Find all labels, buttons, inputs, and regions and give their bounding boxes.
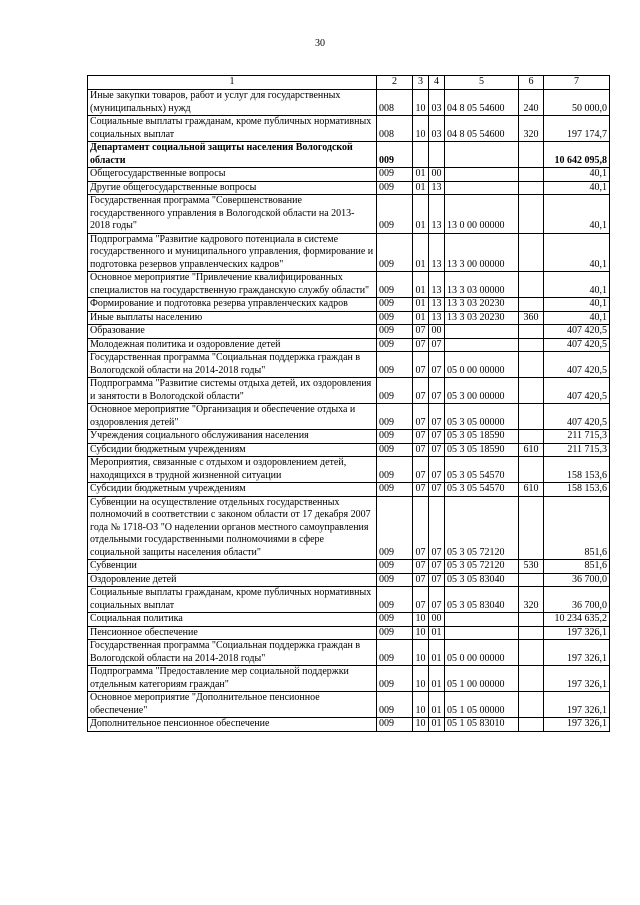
cell-amount: 197 326,1 [544,626,610,640]
cell-name: Основное мероприятие "Организация и обеспечение отдыха и оздоровления детей" [88,404,377,430]
table-row [88,457,610,483]
cell-name: Мероприятия, связанные с отдыхом и оздоровлением детей, находящихся в трудной жизненной ситуации [88,457,377,483]
cell-section: 07 [413,587,429,613]
cell-expense-type [519,142,544,168]
cell-expense-type [519,233,544,272]
cell-amount: 851,6 [544,560,610,574]
cell-amount: 211 715,3 [544,443,610,457]
cell-subsection: 03 [429,116,445,142]
cell-subsection: 00 [429,613,445,627]
cell-amount: 407 420,5 [544,404,610,430]
cell-subsection [429,142,445,168]
cell-name: Формирование и подготовка резерва управленческих кадров [88,298,377,312]
cell-name: Подпрограмма "Развитие кадрового потенциала в системе государственного и муниципального управления, формирование и подготовка резервов управленческих кадров" [88,233,377,272]
table-row [88,587,610,613]
table-row [88,90,610,116]
cell-amount: 40,1 [544,195,610,234]
cell-amount: 407 420,5 [544,325,610,339]
cell-admin-code: 009 [377,457,413,483]
cell-target-article: 13 3 03 20230 [445,298,519,312]
cell-name: Департамент социальной защиты населения Вологодской области [88,142,377,168]
cell-target-article: 04 8 05 54600 [445,116,519,142]
table-row [88,233,610,272]
cell-amount: 40,1 [544,311,610,325]
cell-expense-type [519,496,544,560]
cell-amount: 197 326,1 [544,640,610,666]
cell-subsection: 07 [429,404,445,430]
cell-expense-type [519,195,544,234]
cell-section: 01 [413,168,429,182]
cell-target-article: 05 3 05 83040 [445,587,519,613]
column-header: 4 [429,76,445,90]
cell-expense-type: 320 [519,116,544,142]
cell-expense-type [519,378,544,404]
cell-admin-code: 009 [377,195,413,234]
cell-amount: 158 153,6 [544,457,610,483]
cell-amount: 158 153,6 [544,483,610,497]
cell-target-article: 13 3 03 20230 [445,311,519,325]
cell-admin-code: 009 [377,430,413,444]
table-row [88,496,610,560]
cell-admin-code: 009 [377,560,413,574]
cell-target-article: 05 1 00 00000 [445,666,519,692]
cell-amount: 10 234 635,2 [544,613,610,627]
cell-admin-code: 009 [377,272,413,298]
cell-target-article: 04 8 05 54600 [445,90,519,116]
cell-subsection: 07 [429,430,445,444]
cell-section: 10 [413,90,429,116]
column-header: 2 [377,76,413,90]
cell-admin-code: 008 [377,90,413,116]
cell-section: 01 [413,195,429,234]
column-header: 3 [413,76,429,90]
cell-subsection: 07 [429,587,445,613]
cell-subsection: 13 [429,233,445,272]
cell-target-article [445,626,519,640]
cell-subsection: 03 [429,90,445,116]
cell-subsection: 13 [429,195,445,234]
cell-amount: 36 700,0 [544,587,610,613]
cell-name: Образование [88,325,377,339]
table-row [88,195,610,234]
cell-admin-code: 009 [377,404,413,430]
cell-target-article: 05 3 05 18590 [445,443,519,457]
cell-name: Дополнительное пенсионное обеспечение [88,718,377,732]
cell-section: 07 [413,443,429,457]
cell-section: 07 [413,573,429,587]
table-header-row [88,76,610,90]
cell-section: 07 [413,404,429,430]
cell-admin-code: 009 [377,640,413,666]
cell-amount: 197 326,1 [544,666,610,692]
cell-name: Субсидии бюджетным учреждениям [88,483,377,497]
cell-target-article: 05 0 00 00000 [445,640,519,666]
table-row [88,404,610,430]
cell-amount: 197 174,7 [544,116,610,142]
cell-name: Учреждения социального обслуживания населения [88,430,377,444]
cell-amount: 40,1 [544,168,610,182]
cell-name: Другие общегосударственные вопросы [88,181,377,195]
column-header: 7 [544,76,610,90]
cell-section: 10 [413,613,429,627]
table-row [88,443,610,457]
cell-expense-type [519,613,544,627]
cell-name: Основное мероприятие "Привлечение квалифицированных специалистов на государственную гражданскую службу области" [88,272,377,298]
cell-target-article: 05 1 05 83010 [445,718,519,732]
cell-subsection: 07 [429,560,445,574]
cell-admin-code: 009 [377,325,413,339]
cell-target-article [445,338,519,352]
cell-name: Социальная политика [88,613,377,627]
cell-target-article: 05 3 05 72120 [445,496,519,560]
cell-amount: 40,1 [544,298,610,312]
cell-expense-type [519,298,544,312]
cell-target-article: 05 3 05 00000 [445,404,519,430]
cell-amount: 197 326,1 [544,718,610,732]
cell-admin-code: 009 [377,626,413,640]
cell-section [413,142,429,168]
cell-target-article: 05 3 05 54570 [445,483,519,497]
cell-name: Государственная программа "Совершенствование государственного управления в Вологодской области на 2013-2018 годы" [88,195,377,234]
column-header: 6 [519,76,544,90]
column-header: 1 [88,76,377,90]
cell-amount: 40,1 [544,272,610,298]
cell-target-article [445,613,519,627]
cell-name: Субсидии бюджетным учреждениям [88,443,377,457]
cell-admin-code: 009 [377,311,413,325]
cell-subsection: 07 [429,443,445,457]
cell-section: 07 [413,483,429,497]
cell-admin-code: 009 [377,692,413,718]
cell-name: Пенсионное обеспечение [88,626,377,640]
cell-admin-code: 008 [377,116,413,142]
cell-name: Общегосударственные вопросы [88,168,377,182]
cell-amount: 10 642 095,8 [544,142,610,168]
cell-expense-type [519,338,544,352]
cell-subsection: 07 [429,338,445,352]
cell-subsection: 07 [429,457,445,483]
cell-expense-type [519,352,544,378]
cell-admin-code: 009 [377,233,413,272]
cell-amount: 407 420,5 [544,378,610,404]
cell-target-article: 05 3 05 83040 [445,573,519,587]
table-row [88,352,610,378]
table-row [88,573,610,587]
table-row [88,311,610,325]
cell-section: 10 [413,626,429,640]
cell-expense-type [519,718,544,732]
table-row [88,692,610,718]
cell-admin-code: 009 [377,613,413,627]
cell-target-article: 05 3 05 72120 [445,560,519,574]
table-row [88,640,610,666]
cell-expense-type [519,626,544,640]
cell-subsection: 13 [429,298,445,312]
cell-expense-type: 610 [519,443,544,457]
cell-target-article: 05 3 00 00000 [445,378,519,404]
cell-subsection: 01 [429,666,445,692]
cell-target-article [445,325,519,339]
cell-name: Иные выплаты населению [88,311,377,325]
cell-section: 07 [413,560,429,574]
cell-expense-type: 610 [519,483,544,497]
cell-expense-type [519,325,544,339]
table-row [88,338,610,352]
cell-name: Основное мероприятие "Дополнительное пенсионное обеспечение" [88,692,377,718]
cell-name: Государственная программа "Социальная поддержка граждан в Вологодской области на 2014-2018 годы" [88,352,377,378]
cell-name: Иные закупки товаров, работ и услуг для государственных (муниципальных) нужд [88,90,377,116]
cell-subsection: 13 [429,311,445,325]
cell-admin-code: 009 [377,496,413,560]
cell-section: 07 [413,378,429,404]
table-body [88,90,610,732]
cell-name: Субвенции на осуществление отдельных государственных полномочий в соответствии с законом области от 17 декабря 2007 года № 1718-ОЗ "О наделении органов местного самоуправления отдельными государственными полномочиями в сфере социальной защиты населения области" [88,496,377,560]
cell-expense-type: 320 [519,587,544,613]
table-row [88,626,610,640]
table-row [88,483,610,497]
cell-section: 10 [413,666,429,692]
cell-target-article [445,181,519,195]
cell-section: 10 [413,718,429,732]
cell-admin-code: 009 [377,666,413,692]
cell-section: 07 [413,496,429,560]
cell-target-article: 05 0 00 00000 [445,352,519,378]
table-row [88,560,610,574]
table-row [88,272,610,298]
cell-subsection: 01 [429,692,445,718]
cell-expense-type: 530 [519,560,544,574]
cell-expense-type: 240 [519,90,544,116]
cell-expense-type [519,168,544,182]
cell-target-article [445,142,519,168]
cell-section: 01 [413,181,429,195]
table-row [88,325,610,339]
cell-amount: 407 420,5 [544,338,610,352]
cell-admin-code: 009 [377,718,413,732]
cell-subsection: 01 [429,640,445,666]
cell-subsection: 13 [429,272,445,298]
cell-admin-code: 009 [377,573,413,587]
cell-amount: 40,1 [544,233,610,272]
cell-expense-type [519,272,544,298]
cell-subsection: 01 [429,626,445,640]
cell-expense-type [519,573,544,587]
cell-expense-type [519,404,544,430]
cell-subsection: 00 [429,325,445,339]
cell-amount: 50 000,0 [544,90,610,116]
cell-section: 10 [413,692,429,718]
table-row [88,168,610,182]
cell-section: 07 [413,338,429,352]
cell-admin-code: 009 [377,587,413,613]
cell-section: 01 [413,272,429,298]
cell-section: 07 [413,430,429,444]
cell-name: Государственная программа "Социальная поддержка граждан в Вологодской области на 2014-2018 годы" [88,640,377,666]
table-row [88,181,610,195]
cell-expense-type [519,430,544,444]
table-row [88,430,610,444]
cell-subsection: 07 [429,573,445,587]
cell-admin-code: 009 [377,298,413,312]
table-row [88,378,610,404]
cell-admin-code: 009 [377,378,413,404]
cell-amount: 851,6 [544,496,610,560]
cell-subsection: 07 [429,496,445,560]
cell-name: Подпрограмма "Развитие системы отдыха детей, их оздоровления и занятости в Вологодской области" [88,378,377,404]
cell-admin-code: 009 [377,338,413,352]
cell-target-article: 05 3 05 18590 [445,430,519,444]
cell-section: 07 [413,457,429,483]
cell-target-article: 05 3 05 54570 [445,457,519,483]
cell-amount: 197 326,1 [544,692,610,718]
cell-name: Молодежная политика и оздоровление детей [88,338,377,352]
cell-section: 01 [413,233,429,272]
table-row [88,613,610,627]
cell-name: Подпрограмма "Предоставление мер социальной поддержки отдельным категориям граждан" [88,666,377,692]
cell-section: 10 [413,116,429,142]
cell-admin-code: 009 [377,352,413,378]
cell-amount: 40,1 [544,181,610,195]
table-row [88,116,610,142]
cell-admin-code: 009 [377,142,413,168]
cell-name: Оздоровление детей [88,573,377,587]
cell-admin-code: 009 [377,443,413,457]
cell-name: Социальные выплаты гражданам, кроме публичных нормативных социальных выплат [88,587,377,613]
cell-section: 01 [413,298,429,312]
budget-table [87,75,610,732]
cell-expense-type [519,181,544,195]
cell-expense-type [519,666,544,692]
cell-admin-code: 009 [377,168,413,182]
cell-expense-type: 360 [519,311,544,325]
table-row [88,298,610,312]
cell-amount: 36 700,0 [544,573,610,587]
cell-target-article: 13 3 03 00000 [445,272,519,298]
cell-subsection: 07 [429,378,445,404]
cell-section: 10 [413,640,429,666]
cell-target-article: 13 3 00 00000 [445,233,519,272]
cell-amount: 407 420,5 [544,352,610,378]
cell-section: 01 [413,311,429,325]
cell-section: 07 [413,352,429,378]
cell-expense-type [519,640,544,666]
cell-subsection: 07 [429,483,445,497]
cell-admin-code: 009 [377,181,413,195]
cell-subsection: 07 [429,352,445,378]
table-row [88,718,610,732]
cell-target-article: 05 1 05 00000 [445,692,519,718]
cell-admin-code: 009 [377,483,413,497]
cell-subsection: 01 [429,718,445,732]
cell-section: 07 [413,325,429,339]
table-row [88,142,610,168]
cell-subsection: 13 [429,181,445,195]
cell-subsection: 00 [429,168,445,182]
cell-target-article [445,168,519,182]
cell-amount: 211 715,3 [544,430,610,444]
table-row [88,666,610,692]
page-number: 30 [315,38,325,49]
cell-name: Социальные выплаты гражданам, кроме публичных нормативных социальных выплат [88,116,377,142]
column-header: 5 [445,76,519,90]
cell-expense-type [519,457,544,483]
cell-name: Субвенции [88,560,377,574]
cell-target-article: 13 0 00 00000 [445,195,519,234]
cell-expense-type [519,692,544,718]
